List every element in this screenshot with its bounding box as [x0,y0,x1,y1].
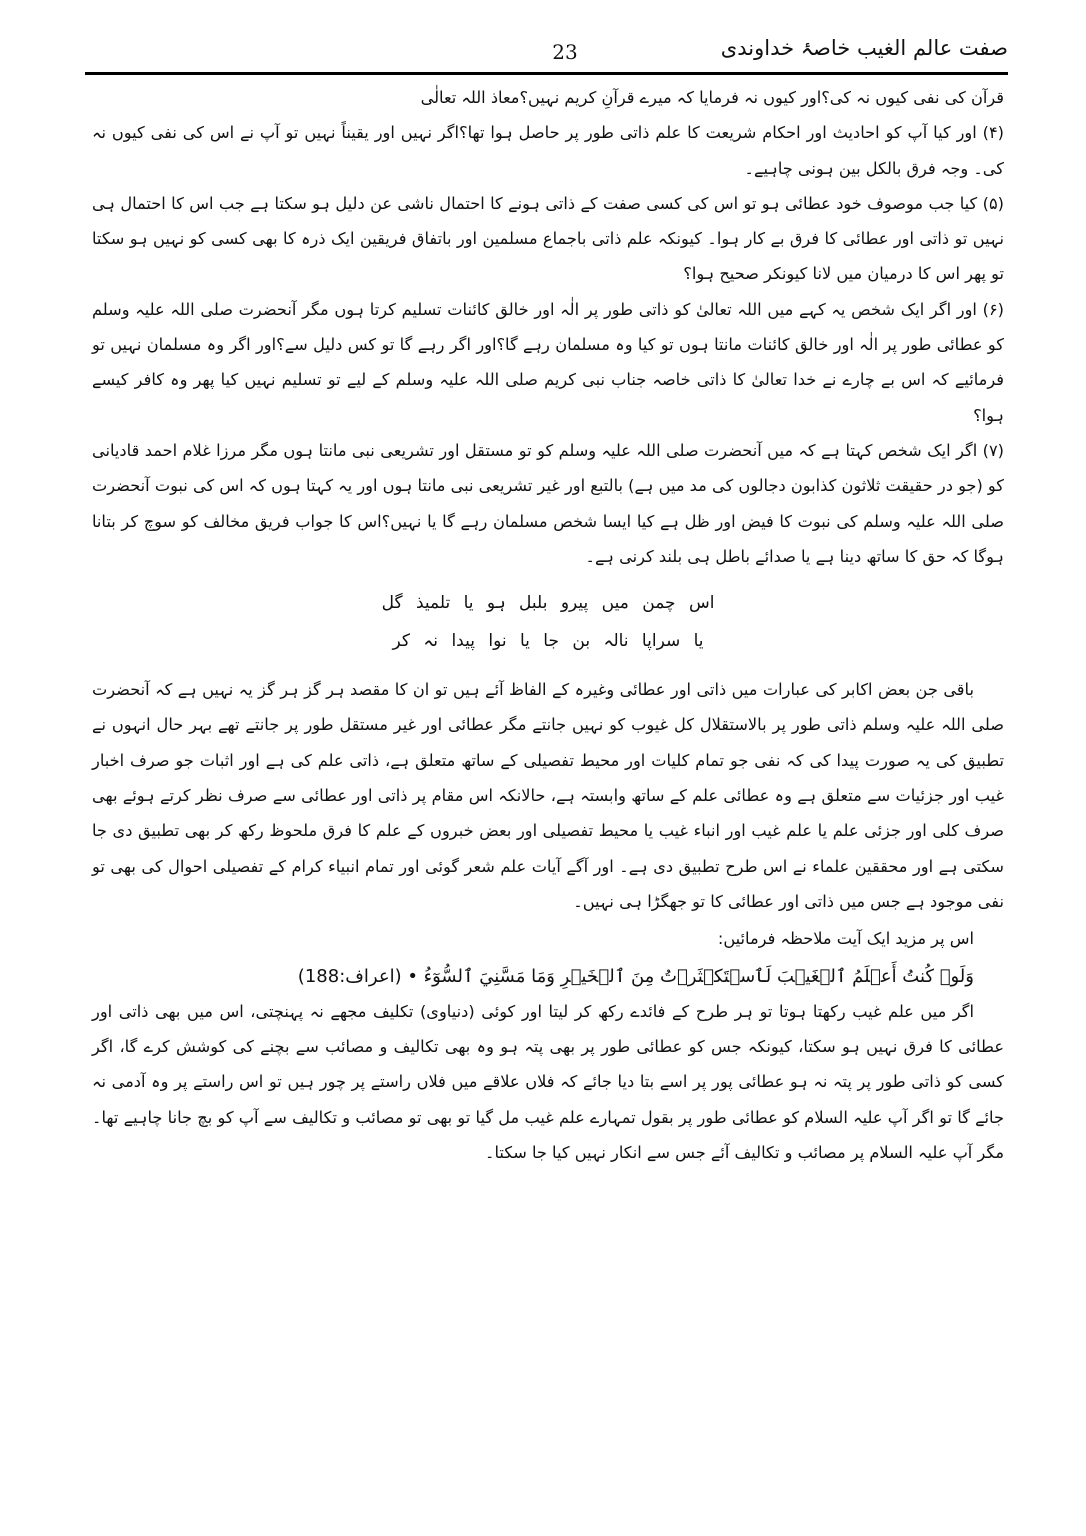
paragraph-point-7: (۷) اگر ایک شخص کہتا ہے کہ میں آنحضرت صلی اللہ علیہ وسلم کو تو مستقل اور تشریعی نبی مانتا ہوں مگر مرزا غلام احمد قادیانی کو (جو در حقیقت ثلاثون کذابون دجالوں کی مد میں ہے) بالتبع اور غیر تشریعی نبی مانتا ہوں اور یہ کہتا ہوں کہ اس کی نبوت آنحضرت صلی اللہ علیہ وسلم کی نبوت کا فیض اور ظل ہے کیا ایسا شخص مسلمان رہے گا یا نہیں؟اس کا جواب فریق مخالف کو سوچ کر بتانا ہوگا کہ حق کا ساتھ دینا ہے یا صدائے باطل ہی بلند کرنی ہے۔ [92,440,1004,566]
running-title: صفت عالم الغیب خاصۂ خداوندی [720,36,1008,60]
paragraph-continuation: قرآن کی نفی کیوں نہ کی؟اور کیوں نہ فرمایا کہ میرے قرآنِ کریم نہیں؟معاذ اللہ تعالٰی [420,88,1004,107]
paragraph-point-4: (۴) اور کیا آپ کو احادیث اور احکام شریعت کا علم ذاتی طور پر حاصل ہوا تھا؟اگر نہیں اور یقیناً نہیں تو آپ نے اس کی نفی کیوں نہ کی۔ وجہ فرق بالکل بین ہونی چاہیے۔ [92,123,1004,178]
quran-ayah: وَلَوۡ كُنتُ أَعۡلَمُ ٱلۡغَيۡبَ لَٱسۡتَكۡثَرۡتُ مِنَ ٱلۡخَيۡرِ وَمَا مَسَّنِيَ ٱلسُّوٓءُ • (اعراف:188) [297,965,974,987]
paragraph-ayah-explanation: اگر میں علم غیب رکھتا ہوتا تو ہر طرح کے فائدے رکھ کر لیتا اور کوئی (دنیاوی) تکلیف مجھے نہ پہنچتی، اس میں بھی ذاتی اور عطائی کا فرق نہیں ہو سکتا، کیونکہ جس کو عطائی طور پر بھی پتہ ہو وہ بھی تکالیف و مصائب سے بچنے کی کوشش کرے گا، اگر کسی کو ذاتی طور پر پتہ نہ ہو عطائی پور پر اسے بتا دیا جائے کہ فلاں علاقے میں فلاں راستے پر چور ہیں تو اس راستے پر وہ آدمی نہ جائے گا تو اگر آپ علیہ السلام کو عطائی طور پر بقول تمہارے علم غیب مل گیا تو بھی تو مصائب و تکالیف سے آپ کو بچ جانا چاہیے تھا۔ مگر آپ علیہ السلام پر مصائب و تکالیف آئے جس سے انکار نہیں کیا جا سکتا۔ [92,1001,1004,1163]
page-header [85,30,1008,72]
header-divider [85,72,1008,75]
paragraph-point-6: (۶) اور اگر ایک شخص یہ کہے میں اللہ تعالیٰ کو ذاتی طور پر الٰہ اور خالق کائنات تسلیم کرتا ہوں مگر آنحضرت صلی اللہ علیہ وسلم کو عطائی طور پر الٰہ اور خالق کائنات مانتا ہوں تو کیا وہ مسلمان رہے گا؟اور اگر رہے گا تو کس دلیل سے؟اور اگر وہ مسلمان نہیں تو فرمائیے کہ اس بے چارے نے خدا تعالیٰ کا ذاتی خاصہ جناب نبی کریم صلی اللہ علیہ وسلم کے لیے تو تسلیم نہیں کیا پھر وہ کافر کیسے ہوا؟ [92,299,1004,425]
page-number: 23 [552,40,578,64]
ayah-intro: اس پر مزید ایک آیت ملاحظہ فرمائیں: [717,929,974,949]
verse-line-1: اس چمن میں پیرو بلبل ہو یا تلمیذ گل [381,593,715,614]
verse-line-2: یا سراپا نالہ بن جا یا نوا پیدا نہ کر [392,631,704,652]
paragraph-point-5: (۵) کیا جب موصوف خود عطائی ہو تو اس کی کسی صفت کے ذاتی ہونے کا احتمال ناشی عن دلیل ہو سکتا ہے جب اس کا احتمال ہی نہیں تو ذاتی اور عطائی کا فرق بے کار ہوا۔ کیونکہ علم ذاتی باجماع مسلمین اور باتفاق فریقین ایک ذرہ کا بھی کسی کو نہیں ہو سکتا تو پھر اس کا درمیان میں لانا کیونکر صحیح ہوا؟ [92,193,1004,284]
paragraph-elders: باقی جن بعض اکابر کی عبارات میں ذاتی اور عطائی وغیرہ کے الفاظ آئے ہیں تو ان کا مقصد ہر گز ہر گز یہ نہیں ہے کہ آنحضرت صلی اللہ علیہ وسلم ذاتی طور پر بالاستقلال کل غیوب کو نہیں جانتے مگر عطائی اور غیر مستقل طور پر جانتے تھے بہر حال انہوں نے تطبیق کی یہ صورت پیدا کی کہ نفی جو تمام کلیات اور محیط تفصیلی کے ساتھ متعلق ہے، ذاتی علم کی ہے اور اثبات جو صرف اخبار غیب اور جزئیات سے متعلق ہے وہ عطائی علم کے ساتھ وابستہ ہے، حالانکہ اس مقام پر ذاتی اور عطائی سے صرف نظر کرتے ہوئے بھی صرف کلی اور جزئی علم یا علم غیب اور انباء غیب یا محیط تفصیلی اور بعض خبروں کے علم کا فرق ملحوظ رکھ کر بھی تطبیق دی جا سکتی ہے اور محققین علماء نے اس طرح تطبیق دی ہے۔ اور آگے آیات علم شعر گوئی اور تمام انبیاء کرام کے تفصیلی احوال کی بھی تو نفی موجود ہے جس میں ذاتی اور عطائی کا تو جھگڑا ہی نہیں۔ [92,680,1004,911]
page-body [92,80,1004,1170]
